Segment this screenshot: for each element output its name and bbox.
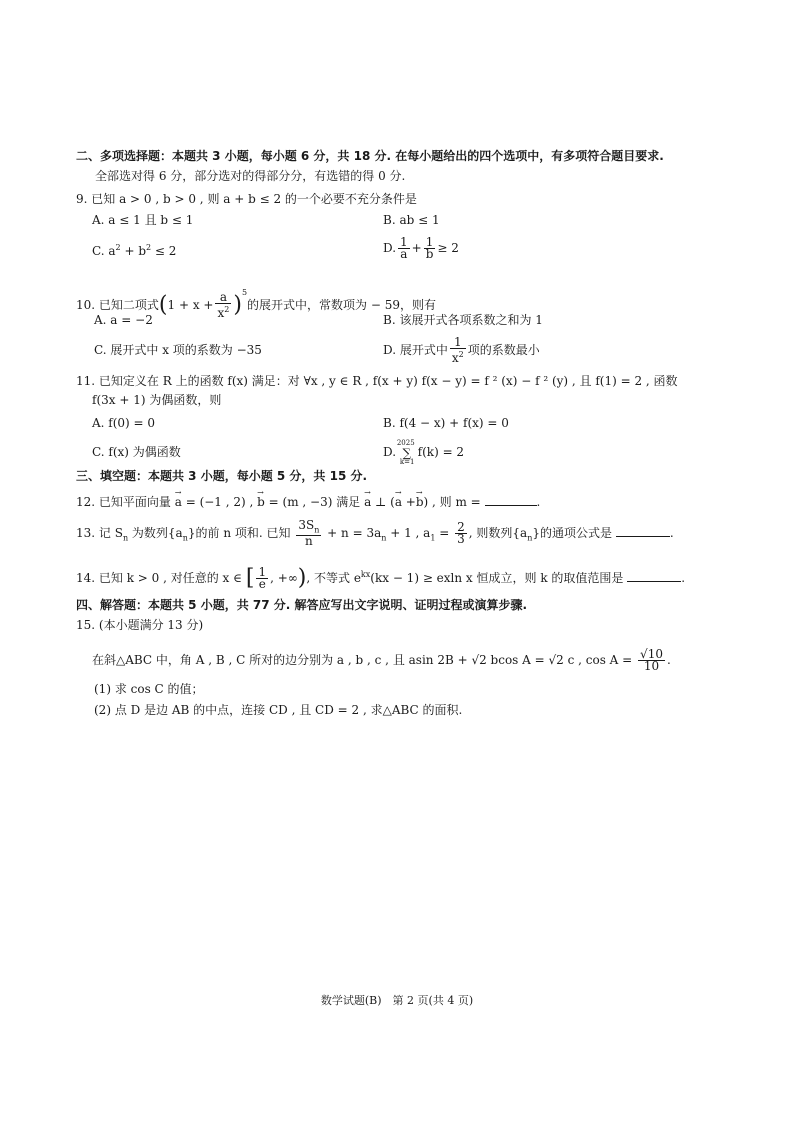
- q11-option-d: D. ∑ 2025 k=1 f(k) = 2: [383, 438, 465, 466]
- q15-stem: 在斜△ABC 中，角 A , B , C 所对的边分别为 a , b , c , 且 asin 2B + √2 bcos A = √2 c , cos A = $\frac{√10}{10}$ .: [92, 647, 671, 673]
- q10-option-a: A. a = −2: [94, 313, 153, 327]
- q13-stem: 13. 记 $S_n$ 为数列$\{a_n\}$的前 n 项和. 已知 $\frac{3S_n}{n}$ + $n = 3a_n + 1$ , $a_1$ = $\frac{2}{3}$ , 则数列$\{a_n\}$的通项公式是 .: [76, 517, 674, 549]
- q11-option-a: A. f(0) = 0: [92, 416, 156, 430]
- section-2-header: 二、多项选择题：本题共 3 小题，每小题 6 分，共 18 分. 在每小题给出的四个选项中，有多项符合题目要求.: [76, 149, 664, 163]
- q11-option-c: C. f(x) 为偶函数: [92, 445, 181, 459]
- q9-option-b: B. ab ≤ 1: [383, 213, 440, 227]
- section-2-note: 全部选对得 6 分，部分选对的得部分分，有选错的得 0 分.: [95, 169, 406, 183]
- q9-option-a: A. a ≤ 1 且 b ≤ 1: [92, 213, 194, 227]
- q9-option-c: C. $a^2 + b^2 \le 2$: [92, 243, 177, 258]
- q9-option-d: D. $\frac{1}{a}$ + $\frac{1}{b}$ ≥ 2: [383, 235, 459, 261]
- q15-title: 15. (本小题满分 13 分): [76, 618, 204, 632]
- q11-stem-line1: 11. 已知定义在 R 上的函数 f(x) 满足：对 ∀x , y ∈ R , f(x + y) f(x − y) = f ² (x) − f ² (y) , 且 f(1) = 2 , 函数: [76, 374, 678, 388]
- section-4-header: 四、解答题：本题共 5 小题，共 77 分. 解答应写出文字说明、证明过程或演算步骤.: [76, 598, 528, 612]
- q15-part-1: (1) 求 cos C 的值；: [94, 682, 204, 696]
- q11-option-b: B. f(4 − x) + f(x) = 0: [383, 416, 509, 430]
- q10-option-b: B. 该展开式各项系数之和为 1: [383, 313, 543, 327]
- section-3-header: 三、填空题：本题共 3 小题，每小题 5 分，共 15 分.: [76, 469, 368, 483]
- q10-stem: 10. 已知二项式(1 + x + $\frac{a}{x^2}$ )$^5$的展开式中，常数项为 − 59，则有: [76, 288, 436, 320]
- q11-stem-line2: f(3x + 1) 为偶函数，则: [92, 393, 222, 407]
- q10-option-d: D. 展开式中 $\frac{1}{x^2}$ 项的系数最小: [383, 335, 540, 365]
- q12-stem: 12. 已知平面向量 → a = (−1 , 2) , → b = (m , −3) 满足 → a ⊥ (→ a +→ b) , 则 m = .: [76, 494, 540, 510]
- q9-stem: 9. 已知 a > 0 , b > 0 , 则 a + b ≤ 2 的一个必要不充分条件是: [76, 192, 417, 206]
- q10-option-c: C. 展开式中 x 项的系数为 −35: [94, 343, 262, 357]
- q14-stem: 14. 已知 k > 0 , 对任意的 x ∈ [ $\frac{1}{e}$ , +∞), 不等式 $e^{kx}(kx - 1) \ge exln$ x 恒成立，则 k 的取值范围是 .: [76, 565, 686, 591]
- q15-part-2: (2) 点 D 是边 AB 的中点，连接 CD , 且 CD = 2 , 求△ABC 的面积.: [94, 703, 463, 717]
- page-footer: 数学试题(B) 第 2 页(共 4 页): [320, 994, 474, 1007]
